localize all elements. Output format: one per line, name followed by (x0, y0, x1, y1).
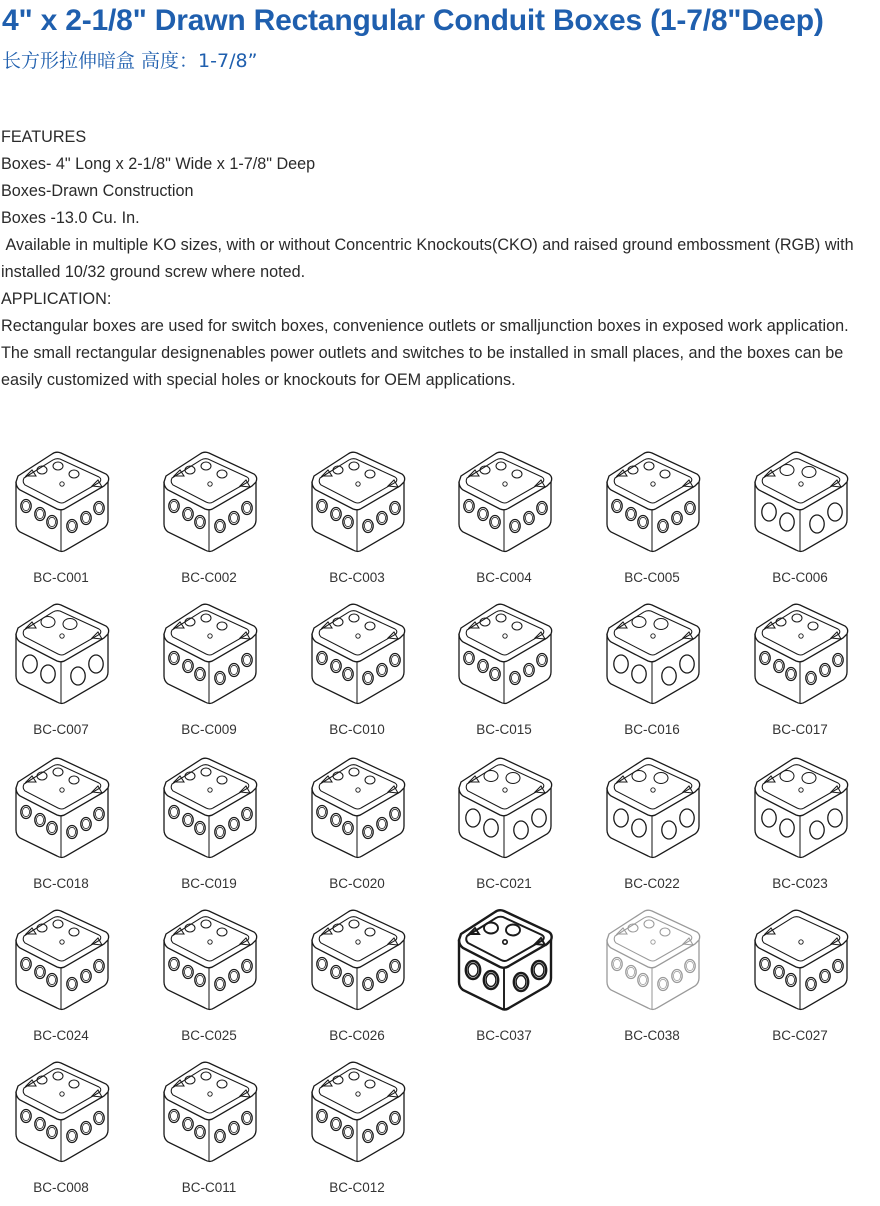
conduit-box-illustration (304, 904, 412, 1014)
conduit-box-illustration (304, 752, 412, 862)
conduit-box-illustration (747, 752, 855, 862)
product-code: BC-C015 (476, 722, 532, 737)
conduit-box-illustration (156, 598, 264, 708)
page-subtitle: 长方形拉伸暗盒 高度：1-7/8” (2, 50, 258, 72)
conduit-box-illustration (156, 904, 264, 1014)
product-code: BC-C019 (181, 876, 237, 891)
product-item (591, 752, 713, 902)
product-code: BC-C007 (33, 722, 89, 737)
product-item (0, 904, 122, 1054)
conduit-box-illustration (747, 446, 855, 556)
application-heading: APPLICATION: (1, 290, 112, 308)
product-item (0, 752, 122, 902)
product-code: BC-C027 (772, 1028, 828, 1043)
conduit-box-illustration (451, 752, 559, 862)
product-code: BC-C010 (329, 722, 385, 737)
product-item (591, 904, 713, 1054)
conduit-box-illustration (8, 1056, 116, 1166)
conduit-box-illustration (8, 598, 116, 708)
product-item (739, 904, 861, 1054)
product-code: BC-C001 (33, 570, 89, 585)
product-item (739, 446, 861, 596)
product-code: BC-C008 (33, 1180, 89, 1195)
product-code: BC-C020 (329, 876, 385, 891)
feature-construction: Boxes-Drawn Construction (1, 182, 194, 200)
product-code: BC-C002 (181, 570, 237, 585)
conduit-box-illustration (451, 446, 559, 556)
product-code: BC-C011 (181, 1180, 237, 1195)
product-item (148, 1056, 270, 1206)
feature-dimensions: Boxes- 4" Long x 2-1/8" Wide x 1-7/8" Deep (1, 155, 316, 173)
product-item (443, 752, 565, 902)
conduit-box-illustration (304, 446, 412, 556)
product-item (296, 752, 418, 902)
conduit-box-illustration (747, 598, 855, 708)
product-item (148, 752, 270, 902)
conduit-box-illustration (599, 904, 707, 1014)
product-item (591, 446, 713, 596)
conduit-box-illustration (156, 752, 264, 862)
feature-volume: Boxes -13.0 Cu. In. (1, 209, 140, 227)
product-code: BC-C017 (772, 722, 828, 737)
product-item (296, 904, 418, 1054)
product-code: BC-C018 (33, 876, 89, 891)
product-code: BC-C009 (181, 722, 237, 737)
product-code: BC-C037 (476, 1028, 532, 1043)
conduit-box-illustration (156, 446, 264, 556)
product-item (739, 752, 861, 902)
product-code: BC-C021 (476, 876, 532, 891)
product-item (443, 598, 565, 748)
conduit-box-illustration (8, 446, 116, 556)
conduit-box-illustration (451, 904, 559, 1014)
product-code: BC-C005 (624, 570, 680, 585)
feature-options: Available in multiple KO sizes, with or without Concentric Knockouts(CKO) and raised ground embossment (RGB) with installed 10/32 ground screw where noted. (1, 236, 859, 281)
conduit-box-illustration (599, 598, 707, 708)
page-title: 4" x 2-1/8" Drawn Rectangular Conduit Boxes (1-7/8"Deep) (2, 4, 824, 37)
product-item (443, 904, 565, 1054)
product-item (296, 446, 418, 596)
conduit-box-illustration (156, 1056, 264, 1166)
product-code: BC-C038 (624, 1028, 680, 1043)
product-code: BC-C023 (772, 876, 828, 891)
product-item (739, 598, 861, 748)
conduit-box-illustration (8, 904, 116, 1014)
product-item (296, 598, 418, 748)
product-code: BC-C024 (33, 1028, 89, 1043)
product-item (0, 1056, 122, 1206)
product-item (148, 598, 270, 748)
product-code: BC-C006 (772, 570, 828, 585)
product-code: BC-C004 (476, 570, 532, 585)
product-item (148, 904, 270, 1054)
conduit-box-illustration (599, 446, 707, 556)
product-code: BC-C026 (329, 1028, 385, 1043)
product-code: BC-C016 (624, 722, 680, 737)
product-item (0, 598, 122, 748)
product-code: BC-C012 (329, 1180, 385, 1195)
product-code: BC-C025 (181, 1028, 237, 1043)
application-text: Rectangular boxes are used for switch boxes, convenience outlets or smalljunction boxes in exposed work application. The small rectangular designenables power outlets and switches to be installed in small places, and the boxes can be easily customized with special holes or knockouts for OEM applications. (1, 317, 853, 389)
product-code: BC-C003 (329, 570, 385, 585)
conduit-box-illustration (599, 752, 707, 862)
conduit-box-illustration (304, 598, 412, 708)
product-item (591, 598, 713, 748)
conduit-box-illustration (451, 598, 559, 708)
product-item (443, 446, 565, 596)
conduit-box-illustration (747, 904, 855, 1014)
features-heading: FEATURES (1, 128, 87, 146)
product-item (148, 446, 270, 596)
conduit-box-illustration (304, 1056, 412, 1166)
product-item (296, 1056, 418, 1206)
product-code: BC-C022 (624, 876, 680, 891)
product-item (0, 446, 122, 596)
conduit-box-illustration (8, 752, 116, 862)
